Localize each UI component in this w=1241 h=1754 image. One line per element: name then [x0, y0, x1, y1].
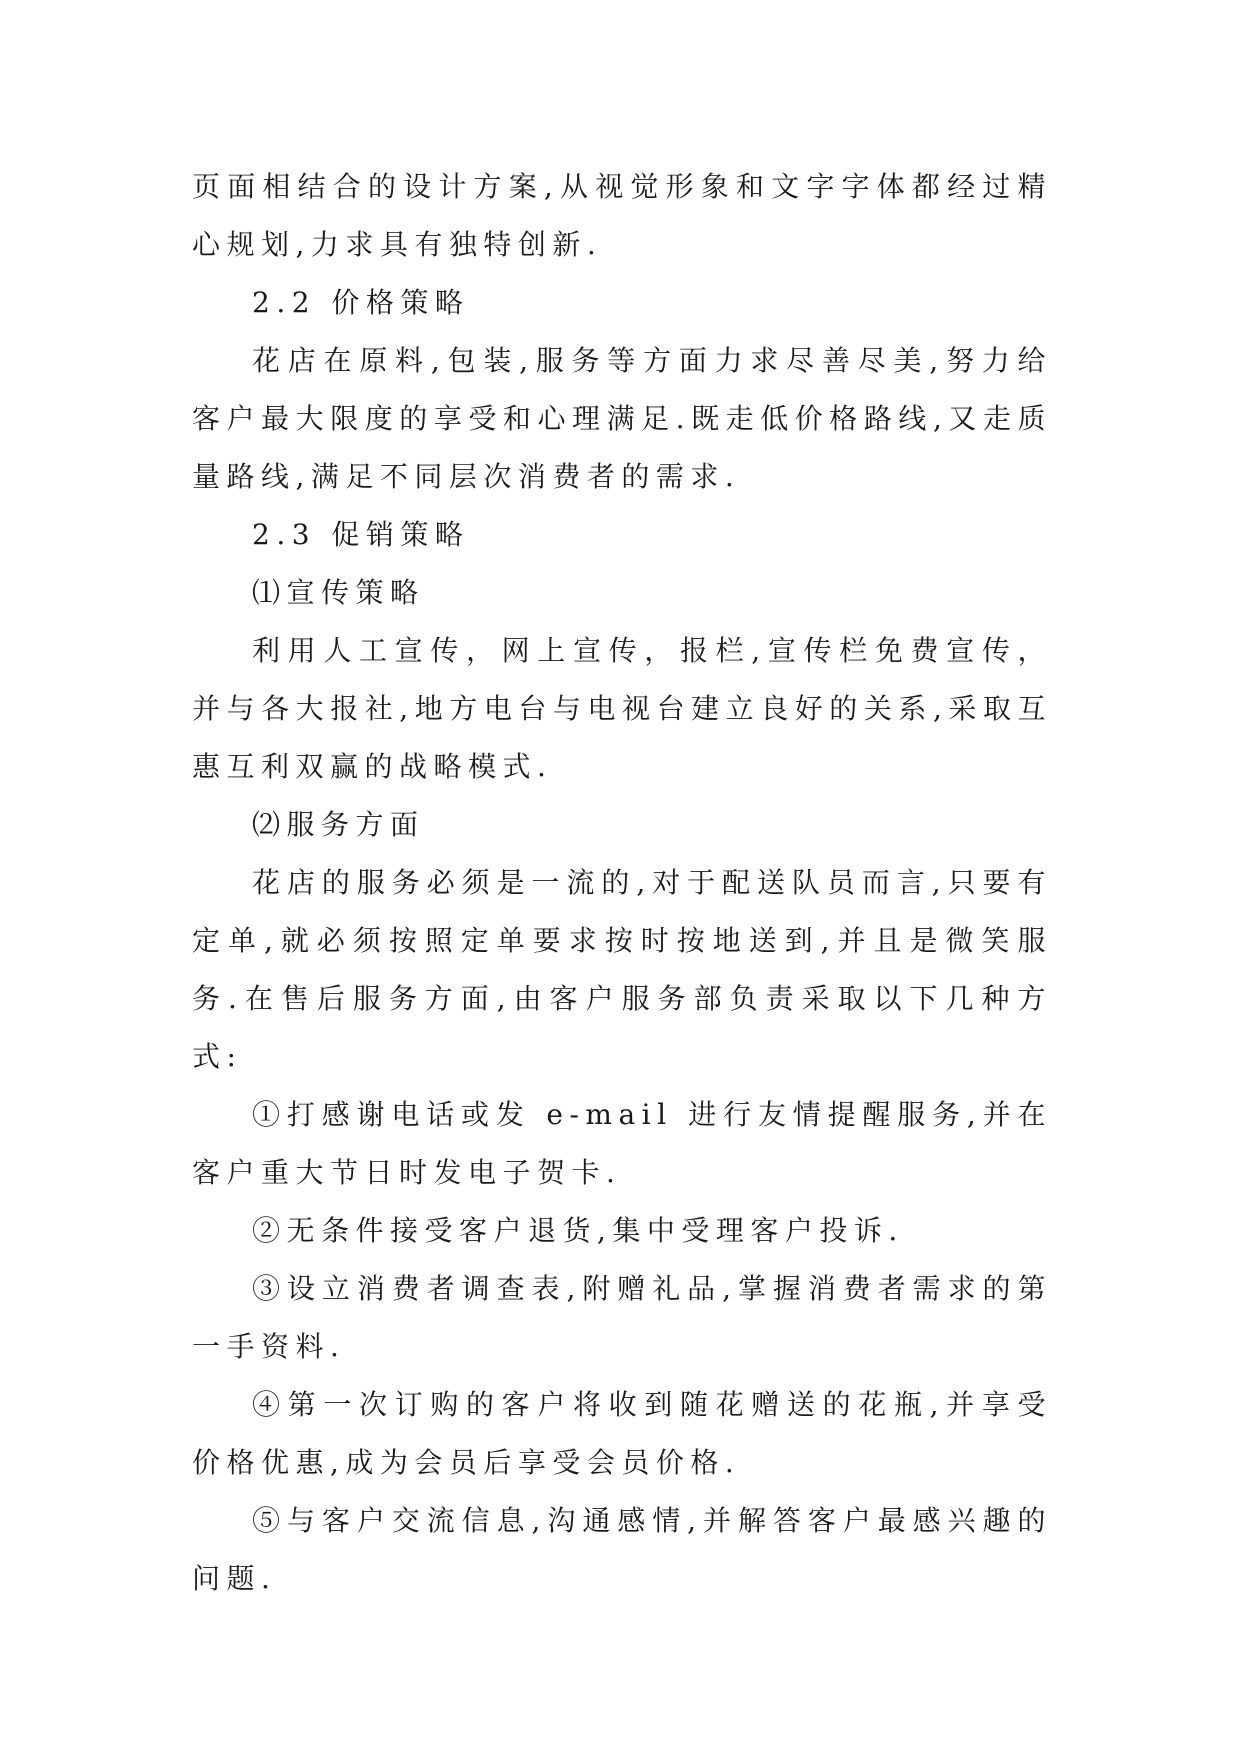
- list-item-customer-communication: ⑤与客户交流信息,沟通感情,并解答客户最感兴趣的问题.: [192, 1504, 1052, 1595]
- heading-price-strategy: 2.2 价格策略: [252, 286, 470, 319]
- paragraph-publicity-strategy: 利用人工宣传，网上宣传，报栏,宣传栏免费宣传，并与各大报社,地方电台与电视台建立良好的关系,采取互惠互利双赢的战略模式.: [192, 634, 1052, 783]
- list-item-unconditional-return: ②无条件接受客户退货,集中受理客户投诉.: [252, 1214, 904, 1247]
- paragraph-price-strategy: 花店在原料,包装,服务等方面力求尽善尽美,努力给客户最大限度的享受和心理满足.既走低价格路线,又走质量路线,满足不同层次消费者的需求.: [192, 344, 1052, 493]
- subheading-publicity-strategy: ⑴宣传策略: [252, 576, 425, 609]
- paragraph-design-scheme: 页面相结合的设计方案,从视觉形象和文字字体都经过精心规划,力求具有独特创新.: [192, 170, 1052, 261]
- list-item-consumer-survey: ③设立消费者调查表,附赠礼品,掌握消费者需求的第一手资料.: [192, 1272, 1052, 1363]
- document-body: [192, 158, 1052, 1608]
- heading-promotion-strategy: 2.3 促销策略: [252, 518, 470, 551]
- list-item-first-order-vase: ④第一次订购的客户将收到随花赠送的花瓶,并享受价格优惠,成为会员后享受会员价格.: [192, 1388, 1052, 1479]
- list-item-thank-you-call: ①打感谢电话或发 e-mail 进行友情提醒服务,并在客户重大节日时发电子贺卡.: [192, 1098, 1052, 1189]
- subheading-service: ⑵服务方面: [252, 808, 425, 841]
- paragraph-service: 花店的服务必须是一流的,对于配送队员而言,只要有定单,就必须按照定单要求按时按地送到,并且是微笑服务.在售后服务方面,由客户服务部负责采取以下几种方式:: [192, 866, 1052, 1073]
